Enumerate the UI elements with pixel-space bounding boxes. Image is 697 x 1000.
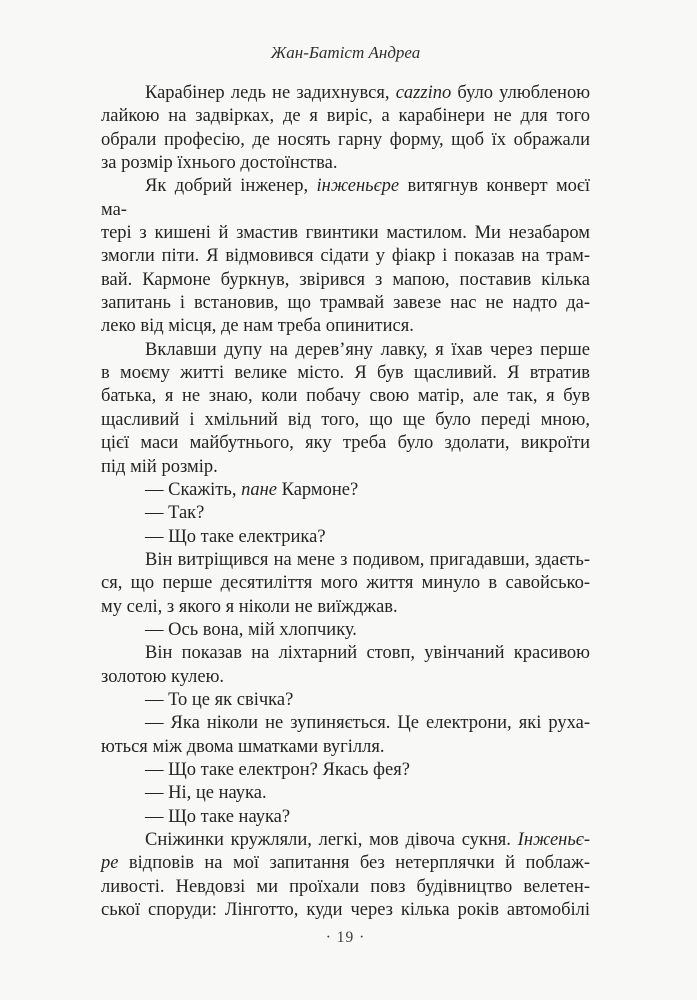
- text-run: змогли піти. Я відмовився сідати у фіакр і показав на трам-: [101, 246, 590, 267]
- text-run: витягнув конверт моєї ма-: [101, 176, 591, 220]
- text-run: лайкою на задвірках, де я виріс, а карабінери не для того: [101, 106, 590, 127]
- paragraph: [101, 479, 590, 502]
- text-run: в моєму житті велике місто. Я був щасливий. Я втратив: [101, 363, 590, 384]
- text-line: [101, 456, 590, 479]
- text-run: ються між двома шматками вугілля.: [101, 736, 385, 757]
- text-run: леко від місця, де нам треба опинитися.: [101, 316, 414, 337]
- paragraph: [101, 642, 590, 689]
- text-line: [101, 362, 590, 385]
- text-line: [101, 82, 590, 105]
- text-line: [101, 806, 590, 829]
- text-line: [101, 689, 590, 712]
- italic-text-run: cazzino: [395, 83, 452, 103]
- text-line: [101, 572, 590, 595]
- text-line: [101, 222, 590, 245]
- text-run: му селі, з якого я ніколи не виїжджав.: [101, 596, 398, 617]
- text-run: Вклавши дупу на дерев’яну лавку, я їхав через перше: [145, 339, 590, 360]
- text-line: [101, 502, 590, 525]
- paragraph: [101, 619, 590, 642]
- paragraph: [101, 175, 590, 338]
- text-line: [101, 782, 590, 805]
- text-line: [101, 385, 590, 408]
- text-run: — Ні, це наука.: [145, 783, 267, 804]
- text-run: — Що таке електрика?: [145, 526, 326, 547]
- paragraph: [101, 806, 590, 829]
- text-line: [101, 105, 590, 128]
- text-run: — Скажіть,: [145, 479, 242, 500]
- text-run: Кармоне?: [276, 479, 359, 500]
- text-run: під мій розмір.: [101, 456, 218, 477]
- text-run: Він витріщився на мене з подивом, пригадавши, здаєть-: [145, 549, 590, 570]
- text-run: запитань і встановив, що трамвай завезе нас не надто да-: [101, 293, 590, 314]
- text-line: [101, 549, 590, 572]
- text-line: [101, 315, 590, 338]
- text-line: [101, 712, 590, 735]
- text-run: відповів на мої запитання без нетерплячки й поблаж-: [118, 853, 590, 874]
- paragraph: [101, 712, 590, 759]
- page-number: · 19 ·: [325, 929, 366, 946]
- text-run: Сніжинки кружляли, легкі, мов дівоча сукня.: [145, 830, 518, 850]
- text-line: [101, 876, 590, 899]
- body-text: [101, 82, 590, 922]
- text-run: — Так?: [145, 503, 205, 524]
- text-line: [101, 899, 590, 922]
- text-line: [101, 175, 590, 222]
- text-run: — Що таке електрон? Якась фея?: [145, 759, 410, 780]
- paragraph: [101, 759, 590, 782]
- paragraph: [101, 782, 590, 805]
- text-run: ської споруди: Лінготто, куди через кілька років автомобілі: [101, 900, 590, 921]
- paragraph: [101, 82, 590, 175]
- text-run: — То це як свічка?: [145, 689, 294, 710]
- italic-text-run: Інженьє-: [517, 830, 590, 850]
- paragraph: [101, 829, 590, 922]
- text-run: — Що таке наука?: [145, 806, 291, 827]
- paragraph: [101, 689, 590, 712]
- paragraph: [101, 549, 590, 619]
- text-run: батька, я не знаю, коли побачу свою матір, але так, я був: [101, 386, 590, 407]
- italic-text-run: інженьєре: [316, 176, 400, 197]
- text-line: [101, 269, 590, 292]
- text-run: було улюбленою: [451, 83, 591, 103]
- paragraph: [101, 526, 590, 549]
- text-line: [101, 736, 590, 759]
- text-run: за розмір їхнього достоїнства.: [101, 153, 338, 174]
- text-run: вай. Кармоне буркнув, звірився з мапою, поставив кілька: [101, 269, 590, 290]
- text-line: [101, 292, 590, 315]
- text-line: [101, 852, 590, 875]
- text-run: золотою кулею.: [101, 666, 225, 687]
- text-line: [101, 152, 590, 175]
- text-run: обрали професію, де носять гарну форму, щоб їх ображали: [101, 129, 590, 150]
- text-line: [101, 759, 590, 782]
- running-header-author: Жан-Батіст Андреа: [270, 43, 421, 62]
- text-line: [101, 339, 590, 362]
- text-line: [101, 432, 590, 455]
- italic-text-run: пане: [241, 479, 277, 500]
- text-run: тері з кишені й змастив гвинтики мастилом. Ми незабаром: [101, 223, 590, 244]
- text-line: [101, 829, 590, 852]
- text-line: [101, 129, 590, 152]
- text-line: [101, 666, 590, 689]
- text-line: [101, 619, 590, 642]
- text-line: [101, 642, 590, 665]
- text-line: [101, 409, 590, 432]
- text-run: ливості. Невдовзі ми проїхали повз будівництво велетен-: [101, 876, 590, 897]
- text-run: цієї маси майбутнього, яку треба було здолати, викроїти: [101, 433, 590, 454]
- text-line: [101, 479, 590, 502]
- text-line: [101, 526, 590, 549]
- text-run: щасливий і хмільний від того, що ще було переді мною,: [101, 409, 590, 430]
- text-run: — Яка ніколи не зупиняється. Це електрони, які руха-: [145, 713, 590, 734]
- text-run: ся, що перше десятиліття мого життя минуло в савойсько-: [101, 573, 590, 594]
- paragraph: [101, 502, 590, 525]
- text-run: Як добрий інженер,: [145, 176, 317, 197]
- text-line: [101, 245, 590, 268]
- text-run: Він показав на ліхтарний стовп, увінчаний красивою: [145, 643, 590, 664]
- text-line: [101, 596, 590, 619]
- italic-text-run: ре: [101, 853, 119, 874]
- text-run: Карабінер ледь не задихнувся,: [145, 83, 396, 103]
- text-run: — Ось вона, мій хлопчику.: [145, 619, 357, 640]
- paragraph: [101, 339, 590, 479]
